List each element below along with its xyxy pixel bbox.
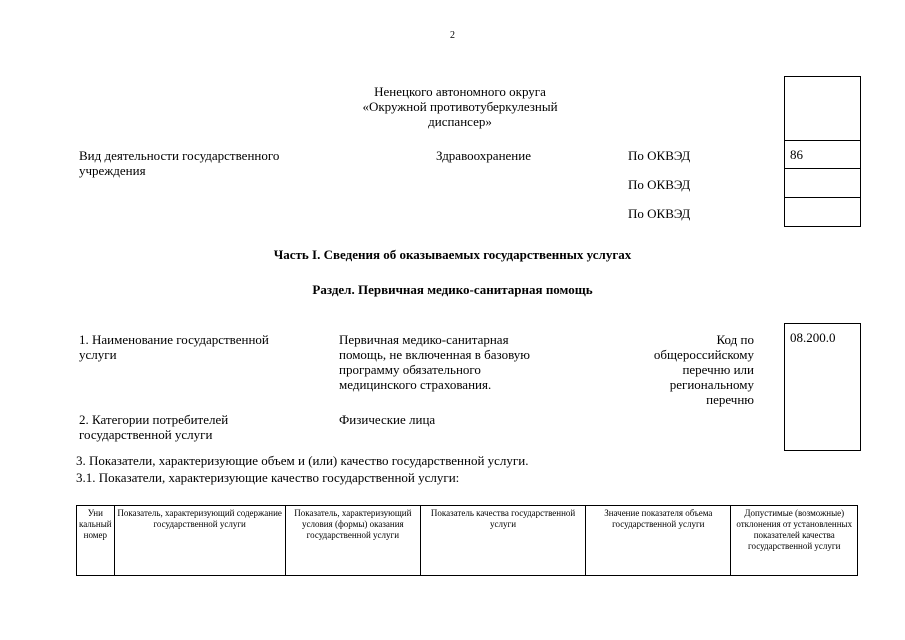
okved-code-box-1 bbox=[784, 140, 861, 169]
code-label-line-4: региональному bbox=[669, 377, 754, 392]
header-service-content: Показатель, характеризующий содержание государственной услуги bbox=[114, 506, 285, 576]
code-box-top bbox=[784, 76, 861, 141]
okved-label-2: По ОКВЭД bbox=[628, 177, 691, 192]
consumers-label-line-2: государственной услуги bbox=[79, 427, 213, 442]
okved-code-box-3 bbox=[784, 197, 861, 227]
code-label-line-5: перечню bbox=[706, 392, 754, 407]
activity-label bbox=[79, 148, 339, 178]
indicators-heading: 3. Показатели, характеризующие объем и (или) качество государственной услуги. bbox=[76, 453, 529, 468]
code-label-line-1: Код по bbox=[716, 332, 754, 347]
code-label-line-2: общероссийскому bbox=[653, 347, 754, 362]
activity-label-line-2: учреждения bbox=[79, 163, 146, 178]
institution-line-3: диспансер» bbox=[428, 114, 492, 129]
section-title: Раздел. Первичная медико-санитарная помощь bbox=[312, 282, 593, 297]
header-quality-indicator: Показатель качества государственной услуги bbox=[420, 506, 585, 576]
quality-table bbox=[76, 505, 858, 576]
page-number: 2 bbox=[450, 30, 455, 41]
service-name-line-4: медицинского страхования. bbox=[339, 377, 492, 392]
service-name-line-3: программу обязательного bbox=[339, 362, 481, 377]
okved-label-1: По ОКВЭД bbox=[628, 148, 691, 163]
service-code: 08.200.0 bbox=[790, 330, 836, 345]
service-name-label bbox=[79, 332, 319, 362]
service-name-label-line-2: услуги bbox=[79, 347, 117, 362]
header-unique-number: Уни кальный номер bbox=[77, 506, 115, 576]
consumers-value: Физические лица bbox=[339, 412, 436, 427]
okved-code-1: 86 bbox=[790, 147, 803, 162]
institution-line-1: Ненецкого автономного округа bbox=[374, 84, 546, 99]
okved-label-3: По ОКВЭД bbox=[628, 206, 691, 221]
part-title: Часть I. Сведения об оказываемых государственных услугах bbox=[273, 247, 632, 262]
service-name-label-line-1: 1. Наименование государственной bbox=[79, 332, 269, 347]
consumers-label bbox=[79, 412, 319, 442]
code-label-line-3: перечню или bbox=[682, 362, 754, 377]
service-name-line-1: Первичная медико-санитарная bbox=[339, 332, 509, 347]
service-code-box bbox=[784, 323, 861, 451]
institution-name bbox=[330, 84, 590, 129]
code-label bbox=[620, 332, 754, 407]
institution-line-2: «Окружной противотуберкулезный bbox=[362, 99, 558, 114]
header-allowed-deviations: Допустимые (возможные) отклонения от установленных показателей качества государственной услуги bbox=[731, 506, 858, 576]
okved-code-box-2 bbox=[784, 168, 861, 198]
service-name-line-2: помощь, не включенная в базовую bbox=[339, 347, 530, 362]
service-name-value bbox=[339, 332, 572, 392]
activity-value: Здравоохранение bbox=[436, 148, 531, 163]
quality-indicators-heading: 3.1. Показатели, характеризующие качество государственной услуги: bbox=[76, 470, 460, 485]
activity-label-line-1: Вид деятельности государственного bbox=[79, 148, 280, 163]
consumers-label-line-1: 2. Категории потребителей bbox=[79, 412, 229, 427]
header-service-conditions: Показатель, характеризующий условия (формы) оказания государственной услуги bbox=[285, 506, 420, 576]
quality-table-header-row bbox=[77, 506, 858, 576]
header-volume-value: Значение показателя объема государственной услуги bbox=[586, 506, 731, 576]
